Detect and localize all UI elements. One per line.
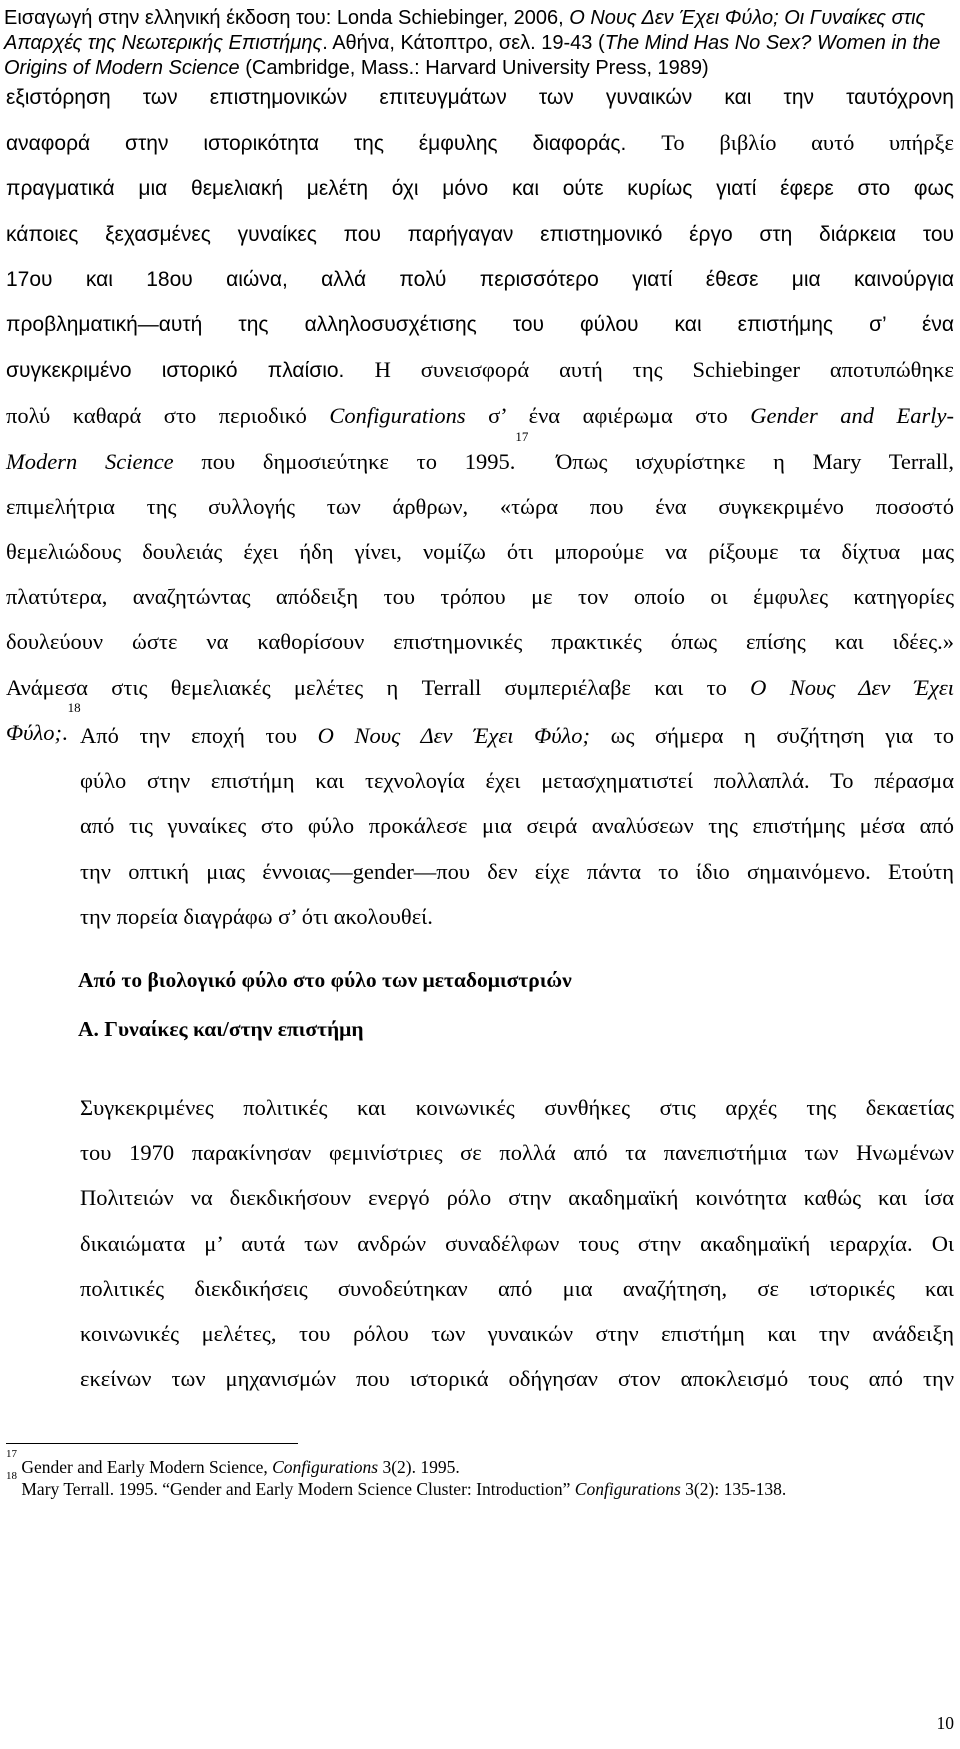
text-line: συγκεκριμένο ιστορικό πλαίσιο. Η συνεισφορά αυτή της Schiebinger αποτυπώθηκε (6, 357, 954, 383)
paragraph-1 (6, 75, 954, 755)
running-header (4, 6, 956, 81)
text-line: του 1970 παρακίνησαν φεμινίστριες σε πολλά από τα πανεπιστήμια των Ηνωμένων (80, 1140, 954, 1166)
text-line: Φύλο;.$^{18}$ (6, 699, 81, 745)
text-line: κάποιες ξεχασμένες γυναίκες που παρήγαγαν επιστημονικό έργο στη διάρκεια του (6, 222, 954, 246)
text-line: δουλεύουν ώστε να καθορίσουν επιστημονικές πρακτικές όπως επίσης και ιδέες.» (6, 629, 954, 655)
paragraph-2 (6, 713, 954, 939)
text-line: Ανάμεσα στις θεμελιακές μελέτες η Terrall συμπεριέλαβε και το Ο Νους Δεν Έχει (6, 674, 954, 700)
footnote-number: 18 (6, 1470, 17, 1482)
footnote-ref-18[interactable]: 18 (67, 699, 81, 715)
text-line: αναφορά στην ιστορικότητα της έμφυλης διαφοράς. Το βιβλίο αυτό υπήρξε (6, 130, 954, 156)
text-line: πραγματικά μια θεμελιακή μελέτη όχι μόνο και ούτε κυρίως γιατί έφερε στο φως (6, 177, 954, 201)
header-original-publisher: (Cambridge, Mass.: Harvard University Press, 1989) (239, 57, 709, 79)
footnote-separator (6, 1443, 298, 1444)
footnote-17: $^{17}$ Gender and Early Modern Science, Configurations 3(2). 1995. (6, 1448, 460, 1477)
text-line: δικαιώματα μ’ αυτά των ανδρών συναδέλφων τους στην ακαδημαϊκή ιεραρχία. Οι (80, 1230, 954, 1256)
page-number: 10 (936, 1713, 954, 1733)
text-line: θεμελιώδους δουλειάς έχει ήδη γίνει, νομίζω ότι μπορούμε να ρίξουμε τα δίχτυα μας (6, 539, 954, 565)
text-line: εξιστόρηση των επιστημονικών επιτευγμάτων των γυναικών και την ταυτόχρονη (6, 86, 954, 109)
text-line: επιμελήτρια της συλλογής των άρθρων, «τώρα που ένα συγκεκριμένο ποσοστό (6, 493, 954, 519)
text-line: Πολιτειών να διεκδικήσουν ενεργό ρόλο στην ακαδημαϊκή κοινότητα καθώς και ίσα (80, 1185, 954, 1211)
text-line: 17ου και 18ου αιώνα, αλλά πολύ περισσότερο γιατί έθεσε μια καινούργια (6, 267, 954, 291)
footnote-ref-17[interactable]: 17 (515, 428, 529, 444)
text-line: πολύ καθαρά στο περιοδικό Configurations σ’ ένα αφιέρωμα στο Gender and Early- (6, 403, 954, 429)
paragraph-3 (6, 1085, 954, 1401)
text-line: πολιτικές διεκδικήσεις συνοδεύτηκαν από μια αναζήτηση, σε ιστορικές και (80, 1275, 954, 1301)
header-citation: Εισαγωγή στην ελληνική έκδοση του: Londa Schiebinger, 2006, (4, 7, 570, 29)
header-publisher: . Αθήνα, Κάτοπτρο, σελ. 19-43 ( (322, 32, 605, 54)
text-line: Modern Science που δημοσιεύτηκε το 1995.17 Όπως ισχυρίστηκε η Mary Terrall, (6, 428, 954, 474)
section-heading: Από το βιολογικό φύλο στο φύλο των μεταδομιστριών (78, 968, 572, 992)
text-line: Από την εποχή του Ο Νους Δεν Έχει Φύλο; ως σήμερα η συζήτηση για το (80, 723, 954, 748)
header-english-title: The Mind Has No Sex? Women in the Origins of Modern Science (4, 32, 941, 79)
footnote-18: $^{18}$ Mary Terrall. 1995. “Gender and Early Modern Science Cluster: Introduction” Configurations 3(2): 135-138. (6, 1470, 787, 1499)
text-line: προβληματική—αυτή της αλληλοσυσχέτισης του φύλου και επιστήμης σ’ ένα (6, 313, 954, 337)
subsection-heading: Α. Γυναίκες και/στην επιστήμη (78, 1017, 364, 1041)
text-line: πλατύτερα, αναζητώντας απόδειξη του τρόπου με τον οποίο οι έμφυλες κατηγορίες (6, 584, 954, 610)
text-line: από τις γυναίκες στο φύλο προκάλεσε μια σειρά αναλύσεων της επιστήμης μέσα από (80, 813, 954, 839)
text-line: την πορεία διαγράφω σ’ ότι ακολουθεί. (80, 903, 433, 929)
header-greek-title: Ο Νους Δεν Έχει Φύλο; Οι Γυναίκες στις Απαρχές της Νεωτερικής Επιστήμης (4, 7, 926, 54)
text-line: την οπτική μιας έννοιας—gender—που δεν είχε πάντα το ίδιο σημαινόμενο. Ετούτη (80, 858, 954, 884)
text-line: εκείνων των μηχανισμών που ιστορικά οδήγησαν στον αποκλεισμό τους από την (80, 1366, 954, 1392)
text-line: κοινωνικές μελέτες, του ρόλου των γυναικών στην επιστήμη και την ανάδειξη (80, 1321, 954, 1347)
text-line: Συγκεκριμένες πολιτικές και κοινωνικές συνθήκες στις αρχές της δεκαετίας (80, 1095, 954, 1120)
footnote-number: 17 (6, 1448, 17, 1460)
text-line: φύλο στην επιστήμη και τεχνολογία έχει μετασχηματιστεί πολλαπλά. Το πέρασμα (80, 768, 954, 794)
